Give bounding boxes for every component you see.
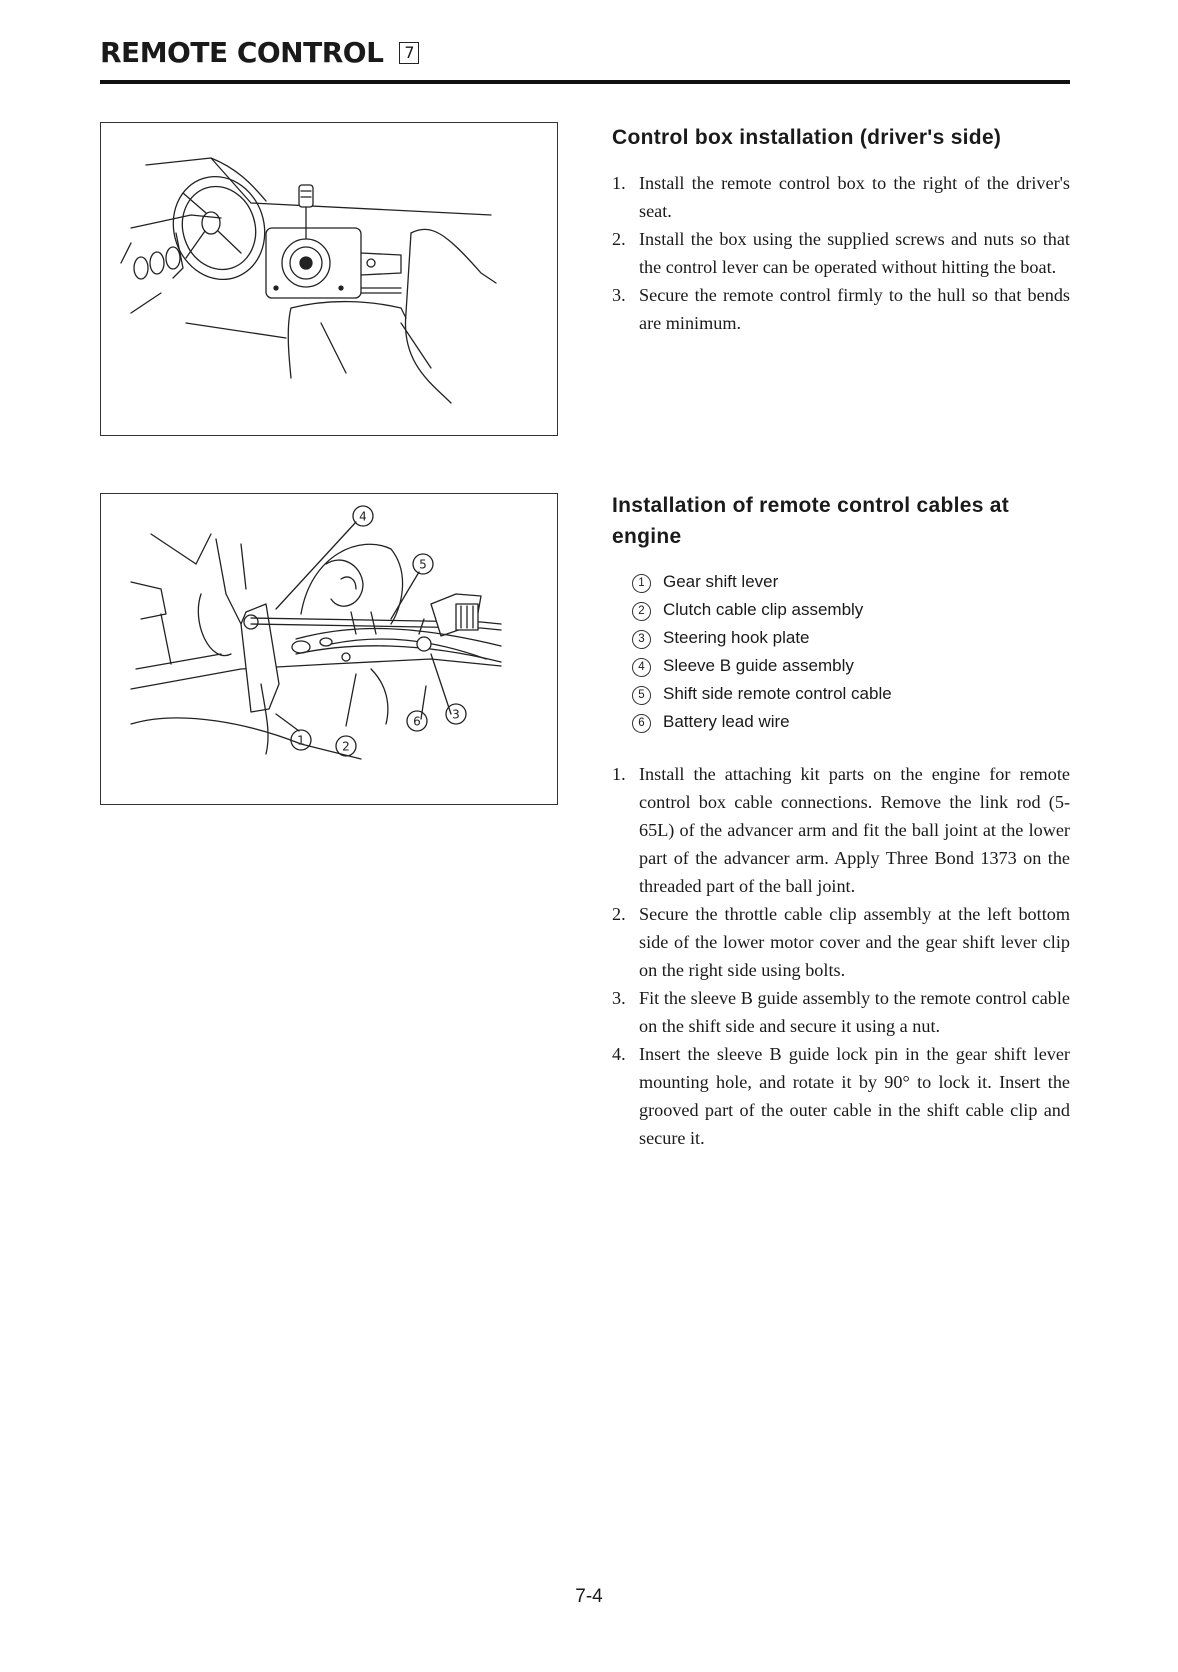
step-number: 2.: [612, 229, 626, 249]
step-text: Install the box using the supplied screws and nuts so that the control lever can be operated without hitting the boat.: [639, 229, 1070, 277]
legend-item: [632, 596, 1070, 624]
legend-item: [632, 568, 1070, 596]
step-number: 3.: [612, 285, 626, 305]
list-item: [612, 169, 1070, 225]
legend-number: 6: [632, 714, 651, 733]
step-text: Secure the remote control firmly to the hull so that bends are minimum.: [639, 285, 1070, 333]
step-number: 1.: [612, 173, 626, 193]
legend-number: 3: [632, 630, 651, 649]
legend-item: [632, 708, 1070, 736]
legend-label: Shift side remote control cable: [663, 684, 892, 703]
section-heading: Installation of remote control cables at engine: [612, 494, 1010, 548]
list-item: [612, 984, 1070, 1040]
legend-label: Battery lead wire: [663, 712, 790, 731]
figure-remote-control-cables: [100, 493, 558, 805]
legend-item: [632, 680, 1070, 708]
list-item: [612, 1040, 1070, 1152]
legend-label: Clutch cable clip assembly: [663, 600, 864, 619]
callout-6: 6: [413, 714, 421, 729]
page-title: REMOTE CONTROL: [100, 36, 384, 69]
legend-label: Steering hook plate: [663, 628, 810, 647]
step-number: 1.: [612, 764, 626, 784]
header-rule: [100, 80, 1070, 84]
legend-number: 4: [632, 658, 651, 677]
list-item: [612, 760, 1070, 900]
step-text: Install the remote control box to the right of the driver's seat.: [639, 173, 1070, 221]
figure-control-box-installation: [100, 122, 558, 436]
callout-4: 4: [359, 509, 367, 524]
engine-cable-illustration-icon: [101, 494, 557, 804]
callout-1: 1: [297, 733, 305, 748]
list-item: [612, 900, 1070, 984]
callout-5: 5: [419, 557, 427, 572]
callout-2: 2: [342, 739, 350, 754]
page-number: 7-4: [575, 1586, 603, 1607]
legend-number: 2: [632, 602, 651, 621]
parts-legend: [632, 568, 1070, 736]
step-text: Secure the throttle cable clip assembly at the left bottom side of the lower motor cover and the gear shift lever clip on the right side using bolts.: [639, 904, 1070, 980]
legend-label: Sleeve B guide assembly: [663, 656, 854, 675]
list-item: [612, 225, 1070, 281]
step-number: 2.: [612, 904, 626, 924]
section-heading: Control box installation (driver's side): [612, 126, 1002, 149]
steps-list: [612, 169, 1070, 337]
page-header: [100, 36, 1070, 69]
legend-number: 5: [632, 686, 651, 705]
control-box-illustration-icon: [101, 123, 557, 435]
legend-number: 1: [632, 574, 651, 593]
step-text: Insert the sleeve B guide lock pin in the gear shift lever mounting hole, and rotate it by 90° to lock it. Insert the grooved part of the outer cable in the shift cable clip and secure it.: [639, 1044, 1070, 1148]
steps-list: [612, 760, 1070, 1152]
chapter-number-box: 7: [399, 42, 419, 64]
step-number: 4.: [612, 1044, 626, 1064]
section-control-box-installation: [612, 122, 1070, 337]
step-text: Fit the sleeve B guide assembly to the remote control cable on the shift side and secure it using a nut.: [639, 988, 1070, 1036]
legend-item: [632, 652, 1070, 680]
step-number: 3.: [612, 988, 626, 1008]
list-item: [612, 281, 1070, 337]
callout-3: 3: [452, 707, 460, 722]
step-text: Install the attaching kit parts on the engine for remote control box cable connections. Remove the link rod (5-65L) of the advancer arm and fit the ball joint at the lower part of the advancer arm. Apply Three Bond 1373 on the threaded part of the ball joint.: [639, 764, 1070, 896]
legend-label: Gear shift lever: [663, 572, 779, 591]
section-remote-control-cables: [612, 490, 1070, 1152]
legend-item: [632, 624, 1070, 652]
